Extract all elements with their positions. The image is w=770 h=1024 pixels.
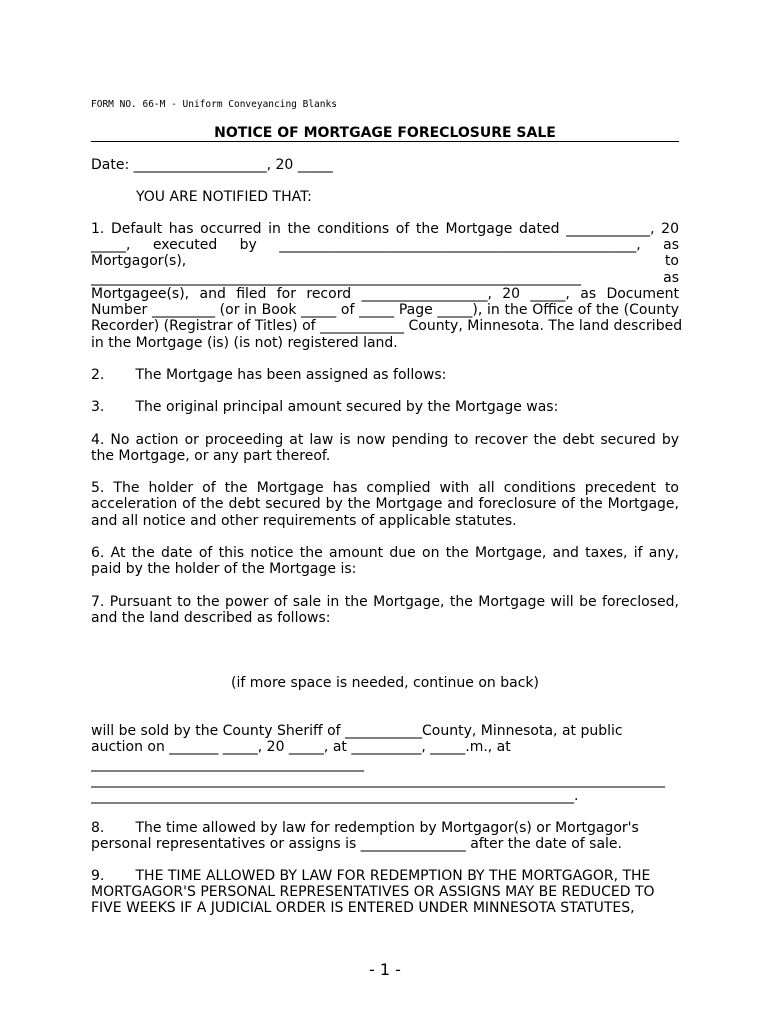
para4-line: 4. No action or proceeding at law is now pending to recover the debt secured by [91, 432, 679, 448]
para6-line: 6. At the date of this notice the amount due on the Mortgage, and taxes, if any, [91, 545, 679, 561]
para8-line: 8. The time allowed by law for redemption by Mortgagor(s) or Mortgagor's [91, 820, 639, 836]
sale-blank-line: __________________________________________________________________________________ [91, 772, 665, 788]
document-title-row [91, 126, 679, 142]
sale-line: auction on _______ _____, 20 _____, at __________, _____.m., at [91, 739, 511, 755]
para1-line: _____, executed by ___________________________________________________, as [91, 237, 679, 253]
para2: 2. The Mortgage has been assigned as follows: [91, 367, 447, 383]
para9-line: MORTGAGOR'S PERSONAL REPRESENTATIVES OR ASSIGNS MAY BE REDUCED TO [91, 884, 655, 900]
para5-line: 5. The holder of the Mortgage has complied with all conditions precedent to [91, 480, 679, 496]
para9-line: FIVE WEEKS IF A JUDICIAL ORDER IS ENTERED UNDER MINNESOTA STATUTES, [91, 900, 635, 916]
para1-line: in the Mortgage (is) (is not) registered land. [91, 335, 398, 351]
para1-line: Mortgagee(s), and filed for record __________________, 20 _____, as Document [91, 286, 679, 302]
para1-line: Number _________ (or in Book _____ of _____ Page _____), in the Office of the (County [91, 302, 679, 318]
sale-blank-line: _____________________________________________________________________. [91, 788, 579, 804]
date-line: Date: ___________________, 20 _____ [91, 157, 333, 173]
para1-line: ______________________________________________________________________ as [91, 270, 679, 286]
para7-line: and the land described as follows: [91, 610, 331, 626]
form-number: FORM NO. 66-M - Uniform Conveyancing Blanks [91, 99, 337, 110]
para9-line: 9. THE TIME ALLOWED BY LAW FOR REDEMPTION BY THE MORTGAGOR, THE [91, 868, 651, 884]
page-number: - 1 - [369, 960, 401, 979]
sale-line: will be sold by the County Sheriff of ___________County, Minnesota, at public [91, 723, 623, 739]
notified-line: YOU ARE NOTIFIED THAT: [136, 189, 312, 205]
para1-line: Mortgagor(s), to [91, 253, 679, 269]
para4-line: the Mortgage, or any part thereof. [91, 448, 331, 464]
para3: 3. The original principal amount secured by the Mortgage was: [91, 399, 559, 415]
para5-line: and all notice and other requirements of applicable statutes. [91, 513, 517, 529]
space-note: (if more space is needed, continue on back) [231, 675, 539, 691]
document-title: NOTICE OF MORTGAGE FORECLOSURE SALE [214, 125, 556, 141]
para6-line: paid by the holder of the Mortgage is: [91, 561, 357, 577]
sale-blank-line: _______________________________________ [91, 756, 364, 772]
para1-line: Recorder) (Registrar of Titles) of ____________ County, Minnesota. The land described [91, 318, 683, 334]
para8-line: personal representatives or assigns is _______________ after the date of sale. [91, 836, 622, 852]
para5-line: acceleration of the debt secured by the Mortgage and foreclosure of the Mortgage, [91, 496, 679, 512]
para7-line: 7. Pursuant to the power of sale in the Mortgage, the Mortgage will be foreclosed, [91, 594, 679, 610]
para1-line: 1. Default has occurred in the conditions of the Mortgage dated ____________, 20 [91, 221, 679, 237]
